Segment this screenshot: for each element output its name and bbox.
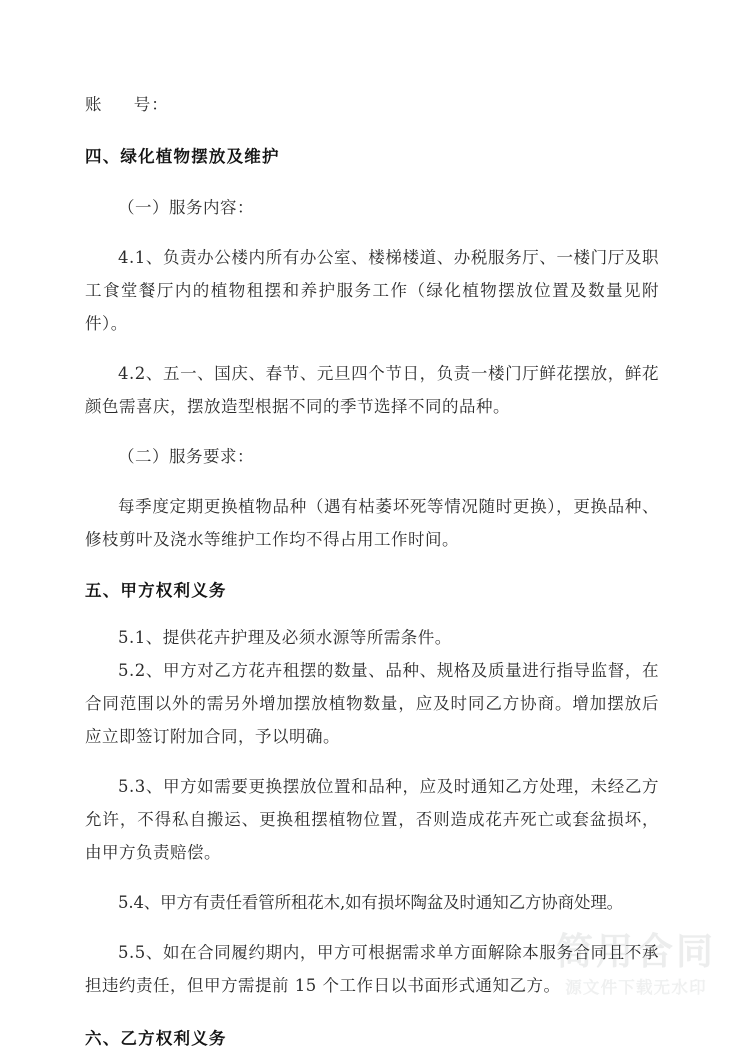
paragraph-5-2: 5.2、甲方对乙方花卉租摆的数量、品种、规格及质量进行指导监督，在合同范围以外的需另外增加摆放植物数量，应及时同乙方协商。增加摆放后应立即签订附加合同，予以明确。	[85, 661, 659, 746]
account-number-line: 账 号：	[85, 95, 169, 114]
section-heading-five: 五、甲方权利义务	[85, 581, 227, 600]
paragraph-5-1: 5.1、提供花卉护理及必须水源等所需条件。	[118, 628, 452, 647]
paragraph-4-2: 4.2、五一、国庆、春节、元旦四个节日，负责一楼门厅鲜花摆放，鲜花颜色需喜庆，摆放造型根据不同的季节选择不同的品种。	[85, 364, 659, 416]
section-heading-six: 六、乙方权利义务	[85, 1029, 227, 1048]
paragraph-5-5: 5.5、如在合同履约期内，甲方可根据需求单方面解除本服务合同且不承担违约责任，但甲方需提前 15 个工作日以书面形式通知乙方。	[85, 943, 659, 995]
watermark-subtitle: 源文件下载无水印	[565, 977, 707, 997]
watermark-title: 简用合同	[556, 930, 716, 974]
paragraph-service-content-label: （一）服务内容：	[118, 198, 254, 217]
document-body	[85, 88, 659, 1055]
paragraph-service-requirement-label: （二）服务要求：	[118, 447, 254, 466]
paragraph-5-4: 5.4、甲方有责任看管所租花木,如有损坏陶盆及时通知乙方协商处理。	[118, 893, 624, 912]
section-heading-four: 四、绿化植物摆放及维护	[85, 147, 280, 166]
paragraph-service-requirement-body: 每季度定期更换植物品种（遇有枯萎坏死等情况随时更换），更换品种、修枝剪叶及浇水等维护工作均不得占用工作时间。	[85, 497, 659, 549]
paragraph-4-1: 4.1、负责办公楼内所有办公室、楼梯楼道、办税服务厅、一楼门厅及职工食堂餐厅内的植物租摆和养护服务工作（绿化植物摆放位置及数量见附件）。	[85, 248, 659, 333]
paragraph-5-3: 5.3、甲方如需要更换摆放位置和品种，应及时通知乙方处理，未经乙方允许，不得私自搬运、更换租摆植物位置，否则造成花卉死亡或套盆损坏，由甲方负责赔偿。	[85, 777, 659, 862]
